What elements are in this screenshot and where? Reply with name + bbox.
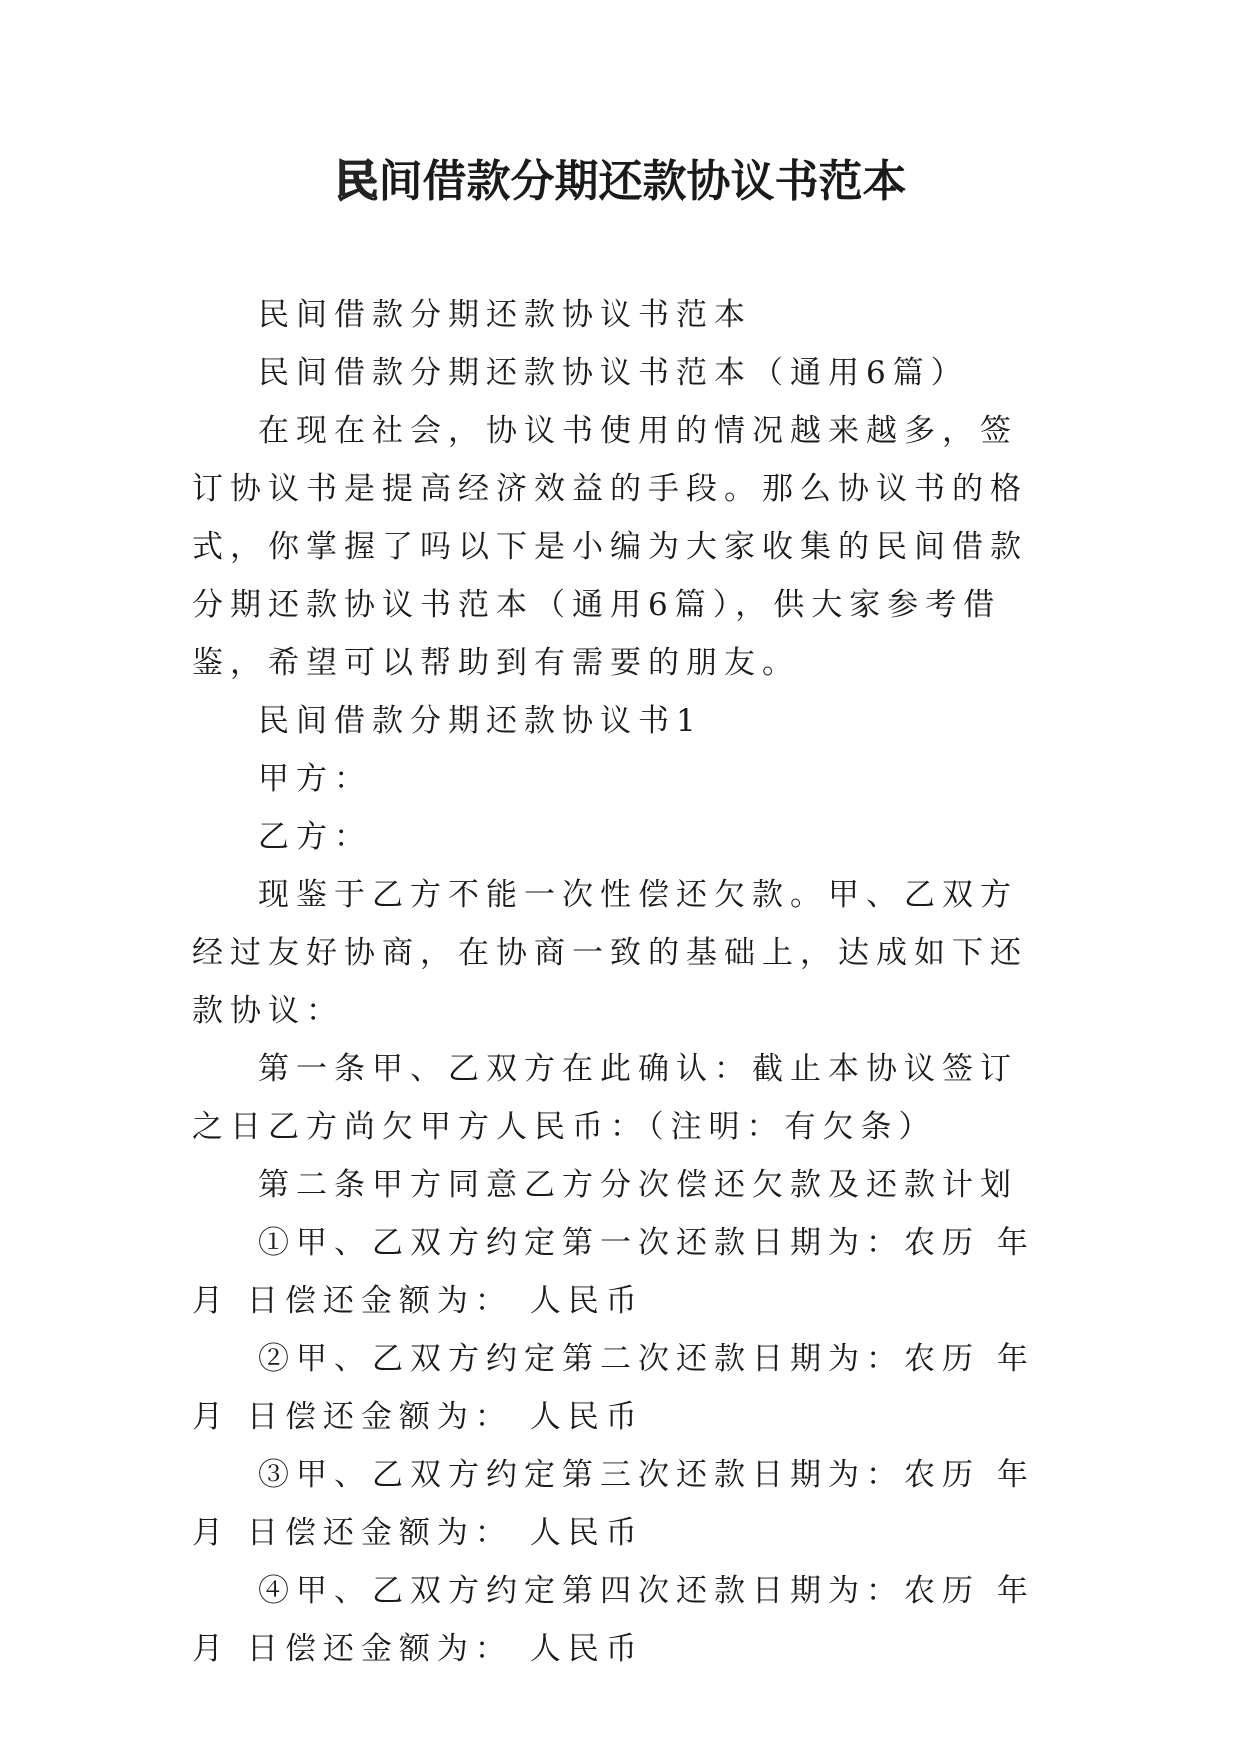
document-body [192, 286, 1052, 1678]
paragraph-installment-4: ④甲、乙双方约定第四次还款日期为：农历 年 月 日偿还金额为： 人民币 [192, 1573, 1035, 1667]
paragraph-party-a: 甲方： [258, 761, 372, 797]
paragraph-preamble: 现鉴于乙方不能一次性偿还欠款。甲、乙双方经过友好协商，在协商一致的基础上，达成如下还款协议： [192, 877, 1028, 1029]
paragraph-installment-1: ①甲、乙双方约定第一次还款日期为：农历 年 月 日偿还金额为： 人民币 [192, 1225, 1035, 1319]
paragraph-subtitle: 民间借款分期还款协议书范本 [258, 297, 752, 333]
paragraph-installment-3: ③甲、乙双方约定第三次还款日期为：农历 年 月 日偿还金额为： 人民币 [192, 1457, 1035, 1551]
paragraph-party-b: 乙方： [258, 819, 372, 855]
paragraph-article-2: 第二条甲方同意乙方分次偿还欠款及还款计划 [258, 1167, 1018, 1203]
title-first-char: 民 [334, 156, 379, 207]
paragraph-subtitle-general: 民间借款分期还款协议书范本（通用6篇） [258, 355, 969, 391]
paragraph-agreement-heading: 民间借款分期还款协议书1 [258, 703, 703, 739]
title-rest: 间借款分期还款协议书范本 [378, 156, 907, 207]
document-title [0, 152, 1241, 212]
paragraph-installment-2: ②甲、乙双方约定第二次还款日期为：农历 年 月 日偿还金额为： 人民币 [192, 1341, 1035, 1435]
paragraph-intro: 在现在社会，协议书使用的情况越来越多，签订协议书是提高经济效益的手段。那么协议书的格式，你掌握了吗以下是小编为大家收集的民间借款分期还款协议书范本（通用6篇），供大家参考借鉴，希望可以帮助到有需要的朋友。 [192, 413, 1028, 681]
paragraph-article-1: 第一条甲、乙双方在此确认：截止本协议签订之日乙方尚欠甲方人民币：（注明：有欠条） [192, 1051, 1018, 1145]
